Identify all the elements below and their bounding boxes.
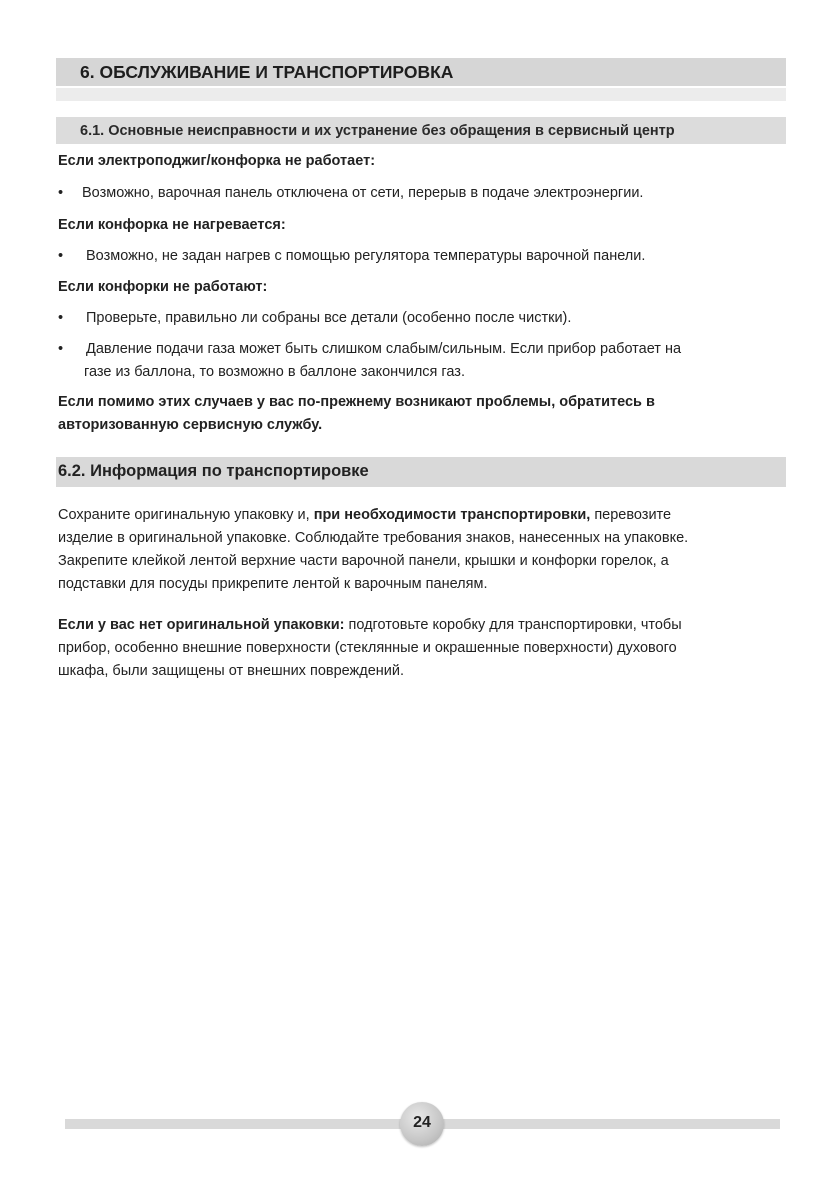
- transport-p1-line-1: [58, 504, 783, 527]
- case-2-label: Если конфорка не нагревается:: [58, 217, 286, 233]
- bullet-dot: •: [58, 185, 64, 201]
- case-1-label: Если электроподжиг/конфорка не работает:: [58, 153, 376, 169]
- page-number: 24: [413, 1114, 431, 1131]
- bullet-dot: •: [58, 341, 64, 357]
- transport-p2-line-1: [58, 614, 783, 637]
- transport-p2-line-3: шкафа, были защищены от внешних повреждений.: [58, 663, 405, 679]
- service-note-line-1: Если помимо этих случаев у вас по-прежнему возникают проблемы, обратитесь в: [58, 394, 655, 410]
- case-3-bullet-1-text: Проверьте, правильно ли собраны все детали (особенно после чистки).: [86, 310, 572, 326]
- transport-paragraph-2: [58, 614, 783, 683]
- case-3-label: Если конфорки не работают:: [58, 279, 268, 295]
- section-6-underbar: [56, 88, 786, 101]
- case-3-bullet-2-line-1: Давление подачи газа может быть слишком слабым/сильным. Если прибор работает на: [86, 341, 682, 357]
- section-6-title: 6. ОБСЛУЖИВАНИЕ И ТРАНСПОРТИРОВКА: [80, 62, 454, 82]
- transport-paragraph-1: [58, 504, 783, 596]
- case-3-bullet-2-line-2: газе из баллона, то возможно в баллоне закончился газ.: [84, 364, 465, 380]
- p2-end: подготовьте коробку для транспортировки, чтобы: [344, 617, 682, 633]
- transport-p1-line-2: изделие в оригинальной упаковке. Соблюдайте требования знаков, нанесенных на упаковке.: [58, 530, 689, 546]
- section-6-1-title: 6.1. Основные неисправности и их устранение без обращения в сервисный центр: [80, 123, 675, 139]
- bullet-dot: •: [58, 310, 64, 326]
- page-number-badge: [400, 1102, 444, 1146]
- service-note: [58, 391, 783, 437]
- p1-start: Сохраните оригинальную упаковку и,: [58, 507, 314, 523]
- case-2-bullet-text: Возможно, не задан нагрев с помощью регулятора температуры варочной панели.: [86, 248, 646, 264]
- p1-bold: при необходимости транспортировки,: [313, 507, 591, 523]
- transport-p1-line-3: Закрепите клейкой лентой верхние части варочной панели, крышки и конфорки горелок, а: [58, 553, 669, 569]
- section-6-1-header: [56, 117, 786, 144]
- section-6-2-title: 6.2. Информация по транспортировке: [58, 462, 369, 480]
- section-6-header: [56, 58, 786, 86]
- transport-p2-line-2: прибор, особенно внешние поверхности (стеклянные и окрашенные поверхности) духового: [58, 640, 677, 656]
- transport-p1-line-4: подставки для посуды прикрепите лентой к варочным панелям.: [58, 576, 488, 592]
- service-note-line-2: авторизованную сервисную службу.: [58, 417, 323, 433]
- bullet-dot: •: [58, 248, 64, 264]
- p2-bold: Если у вас нет оригинальной упаковки:: [58, 617, 345, 633]
- section-6-2-header: [56, 457, 786, 487]
- case-1-bullet-text: Возможно, варочная панель отключена от сети, перерыв в подаче электроэнергии.: [82, 185, 644, 201]
- p1-end: перевозите: [590, 507, 672, 523]
